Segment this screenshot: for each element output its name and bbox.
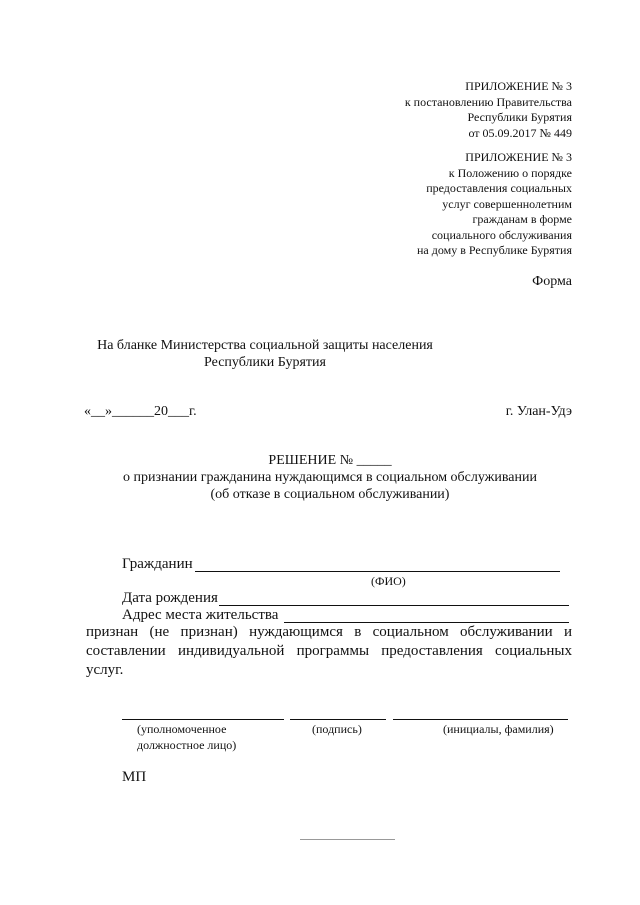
letterhead-line2: Республики Бурятия — [204, 355, 326, 370]
signature-caption: (подпись) — [312, 722, 362, 736]
appendix2-line3: услуг совершеннолетним — [442, 196, 572, 211]
letterhead — [0, 337, 530, 371]
citizen-fill-line[interactable] — [195, 571, 560, 572]
footer-rule — [300, 839, 395, 840]
address-label: Адрес места жительства — [122, 607, 279, 623]
appendix2-line1: к Положению о порядке — [448, 165, 572, 180]
official-caption-line2: должностное лицо) — [137, 737, 237, 752]
appendix2-line2: предоставления социальных — [426, 181, 572, 195]
decision-line1: о признании гражданина нуждающимся в социальном обслуживании — [123, 470, 537, 485]
name-line[interactable] — [393, 719, 568, 720]
citizen-label: Гражданин — [122, 556, 193, 572]
appendix2-title: ПРИЛОЖЕНИЕ № 3 — [465, 150, 572, 164]
appendix2-line4: гражданам в форме — [472, 212, 572, 226]
signature-line[interactable] — [290, 719, 386, 720]
official-caption — [137, 722, 236, 753]
appendix2-line5: социального обслуживания — [431, 227, 572, 242]
appendix2-line6: на дому в Республике Бурятия — [417, 243, 572, 257]
appendix1-title: ПРИЛОЖЕНИЕ № 3 — [465, 79, 572, 93]
official-line[interactable] — [122, 719, 284, 720]
name-caption: (инициалы, фамилия) — [443, 722, 554, 736]
form-label: Форма — [532, 274, 572, 289]
appendix2-block — [417, 150, 572, 259]
date-line: «__»______20___г. — [84, 404, 197, 419]
decision-line2: (об отказе в социальном обслуживании) — [210, 487, 450, 502]
appendix1-line1: к постановлению Правительства — [404, 94, 572, 109]
fio-caption: (ФИО) — [371, 574, 406, 588]
decision-header — [0, 452, 640, 503]
decision-title: РЕШЕНИЕ № _____ — [268, 453, 392, 468]
appendix1-line3: от 05.09.2017 № 449 — [468, 125, 572, 140]
official-caption-line1: (уполномоченное — [137, 722, 227, 736]
appendix1-line2: Республики Бурятия — [467, 110, 572, 124]
stamp-label: МП — [122, 769, 147, 785]
city: г. Улан-Удэ — [505, 404, 572, 419]
statement-paragraph: признан (не признан) нуждающимся в социальном обслуживании и составлении индивидуальной программы предоставления социальных услуг. — [86, 624, 572, 678]
letterhead-line1: На бланке Министерства социальной защиты населения — [97, 338, 433, 353]
appendix1-block — [405, 79, 572, 141]
birthdate-label: Дата рождения — [122, 590, 218, 606]
